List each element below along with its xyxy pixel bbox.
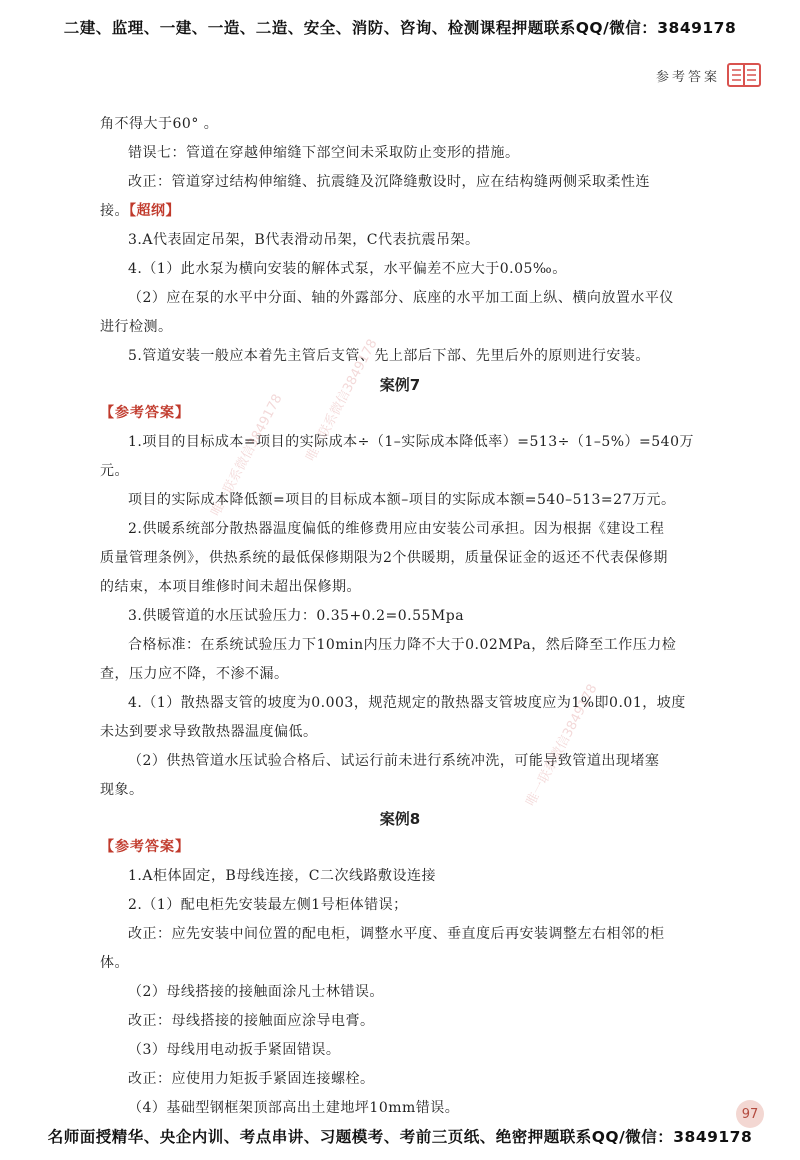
text-line <box>100 1065 700 1094</box>
text-line-content: （2）母线搭接的接触面涂凡士林错误。 <box>128 984 384 1000</box>
case7-title: 案例7 <box>379 376 421 394</box>
text-line-content: 改正：母线搭接的接触面应涂导电膏。 <box>128 1013 375 1029</box>
text-line-content: 体。 <box>100 955 129 971</box>
text-line-content: 合格标准：在系统试验压力下10min内压力降不大于0.02MPa，然后降至工作压力检 <box>128 637 677 653</box>
watermark: 唯一联系微信3849178 <box>303 336 381 464</box>
text-line-content: （2）供热管道水压试验合格后、试运行前未进行系统冲洗，可能导致管道出现堵塞 <box>128 753 660 769</box>
text-line-content: 1.A柜体固定，B母线连接，C二次线路敷设连接 <box>128 868 436 884</box>
text-line <box>100 1094 700 1123</box>
case7-block <box>100 428 700 805</box>
case7-answer-tag: 【参考答案】 <box>100 405 190 421</box>
text-line-content: 5.管道安装一般应本着先主管后支管、先上部后下部、先里后外的原则进行安装。 <box>128 348 650 364</box>
text-line <box>100 862 700 891</box>
text-line <box>100 602 700 631</box>
text-line <box>100 689 700 718</box>
text-line-content: 项目的实际成本降低额=项目的目标成本额–项目的实际成本额=540–513=27万元。 <box>128 492 676 508</box>
bottom-banner: 名师面授精华、央企内训、考点串讲、习题模考、考前三页纸、绝密押题联系QQ/微信：3849178 <box>47 1128 753 1146</box>
text-line-content: 错误七：管道在穿越伸缩缝下部空间未采取防止变形的措施。 <box>128 145 520 161</box>
text-line-content: 4.（1）此水泵为横向安装的解体式泵，水平偏差不应大于0.05‰。 <box>128 261 567 277</box>
page-number: 97 <box>736 1100 764 1128</box>
text-line <box>100 747 700 776</box>
text-line-content: （4）基础型钢框架顶部高出土建地坪10mm错误。 <box>128 1100 460 1116</box>
watermark: 唯一联系微信3849178 <box>208 391 286 519</box>
text-line <box>100 457 700 486</box>
text-line <box>100 342 700 371</box>
text-line <box>100 284 700 313</box>
text-line <box>100 891 700 920</box>
text-line-content: 的结束，本项目维修时间未超出保修期。 <box>100 579 361 595</box>
text-line-content: （3）母线用电动扳手紧固错误。 <box>128 1042 341 1058</box>
text-line-content: 角不得大于60° 。 <box>100 116 219 132</box>
text-line-content: 1.项目的目标成本=项目的实际成本÷（1–实际成本降低率）=513÷（1–5%）=540万 <box>128 434 694 450</box>
text-line <box>100 631 700 660</box>
text-line <box>100 226 700 255</box>
text-line <box>100 313 700 342</box>
text-line-content: 进行检测。 <box>100 319 173 335</box>
text-line-content: 现象。 <box>100 782 144 798</box>
text-line-content: （2）应在泵的水平中分面、轴的外露部分、底座的水平加工面上纵、横向放置水平仪 <box>128 290 674 306</box>
text-line <box>100 197 700 226</box>
text-line <box>100 660 700 689</box>
text-line-content: 改正：应先安装中间位置的配电柜，调整水平度、垂直度后再安装调整左右相邻的柜 <box>128 926 665 942</box>
top-banner: 二建、监理、一建、一造、二造、安全、消防、咨询、检测课程押题联系QQ/微信：3849178 <box>63 19 737 37</box>
text-line <box>100 168 700 197</box>
text-line-content: 改正：管道穿过结构伸缩缝、抗震缝及沉降缝敷设时，应在结构缝两侧采取柔性连 <box>128 174 650 190</box>
text-line-content: 2.供暖系统部分散热器温度偏低的维修费用应由安装公司承担。因为根据《建设工程 <box>128 521 665 537</box>
text-line-content: 质量管理条例》，供热系统的最低保修期限为2个供暖期，质量保证金的返还不代表保修期 <box>100 550 668 566</box>
text-line <box>100 544 700 573</box>
book-icon <box>726 60 762 88</box>
text-line <box>100 110 700 139</box>
text-line <box>100 920 700 949</box>
case8-title: 案例8 <box>379 810 421 828</box>
text-line <box>100 1007 700 1036</box>
text-line <box>100 776 700 805</box>
text-line-content: 未达到要求导致散热器温度偏低。 <box>100 724 318 740</box>
text-line-content: 3.A代表固定吊架，B代表滑动吊架，C代表抗震吊架。 <box>128 232 480 248</box>
section-label: 参考答案 <box>655 70 720 85</box>
case8-block <box>100 862 700 1123</box>
text-line <box>100 486 700 515</box>
text-line <box>100 949 700 978</box>
out-of-scope-tag: 【超纲】 <box>129 203 180 219</box>
text-line-content: 元。 <box>100 463 129 479</box>
text-line <box>100 515 700 544</box>
text-line-content: 查，压力应不降，不渗不漏。 <box>100 666 289 682</box>
text-line <box>100 255 700 284</box>
text-line-content: 改正：应使用力矩扳手紧固连接螺栓。 <box>128 1071 375 1087</box>
text-line <box>100 139 700 168</box>
text-line-content: 接。 <box>100 203 129 219</box>
case8-answer-tag: 【参考答案】 <box>100 839 190 855</box>
text-line-content: 3.供暖管道的水压试验压力：0.35+0.2=0.55Mpa <box>128 608 465 624</box>
text-line <box>100 978 700 1007</box>
text-line-content: 4.（1）散热器支管的坡度为0.003，规范规定的散热器支管坡度应为1%即0.01，坡度 <box>128 695 686 711</box>
text-line <box>100 573 700 602</box>
text-line-content: 2.（1）配电柜先安装最左侧1号柜体错误； <box>128 897 408 913</box>
text-line <box>100 1036 700 1065</box>
document-body <box>100 110 700 1123</box>
watermark: 唯一联系微信3849178 <box>523 681 601 809</box>
intro-block <box>100 110 700 371</box>
text-line <box>100 718 700 747</box>
text-line <box>100 428 700 457</box>
